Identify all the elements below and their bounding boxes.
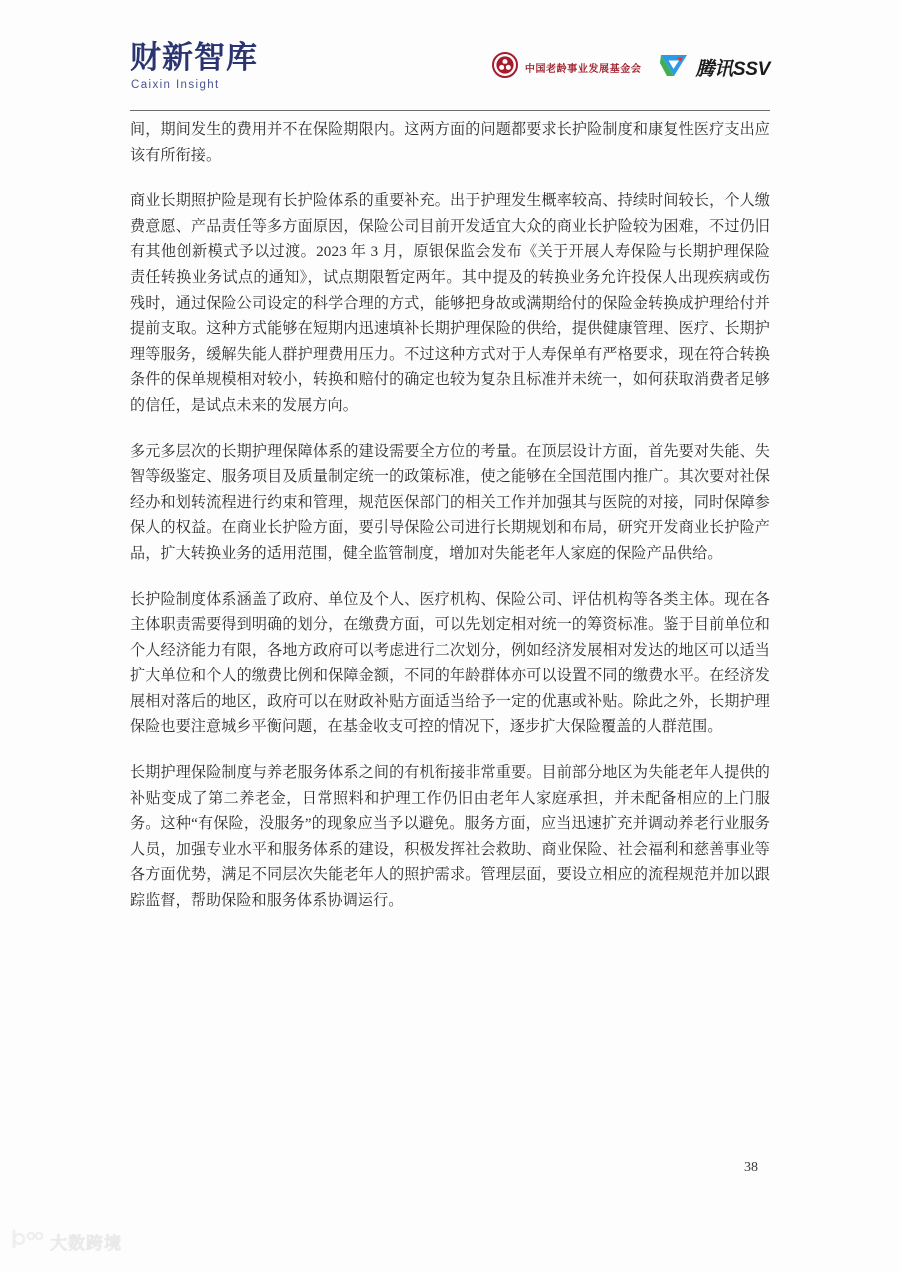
dashu-kuajing-logo-icon	[10, 1228, 44, 1255]
paragraph: 长护险制度体系涵盖了政府、单位及个人、医疗机构、保险公司、评估机构等各类主体。现在各主体职责需要得到明确的划分，在缴费方面，可以先划定相对统一的筹资标准。鉴于目前单位和个人经济能力有限，各地方政府可以考虑进行二次划分，例如经济发展相对发达的地区可以适当扩大单位和个人的缴费比例和保障金额，不同的年龄群体亦可以设置不同的缴费水平。在经济发展相对落后的地区，政府可以在财政补贴方面适当给予一定的优惠或补贴。除此之外，长期护理保险也要注意城乡平衡问题，在基金收支可控的情况下，逐步扩大保险覆盖的人群范围。	[130, 591, 770, 736]
caixin-insight-logo	[130, 42, 258, 91]
page-number: 38	[744, 1160, 758, 1175]
tencent-ssv-name: 腾讯SSV	[695, 59, 770, 80]
watermark	[10, 1228, 122, 1255]
paragraph: 间，期间发生的费用并不在保险期限内。这两方面的问题都要求长护险制度和康复性医疗支出应该有所衔接。	[130, 122, 770, 164]
document-body	[130, 118, 770, 915]
partner-logos	[492, 52, 770, 83]
paragraph: 长期护理保险制度与养老服务体系之间的有机衔接非常重要。目前部分地区为失能老年人提供的补贴变成了第二养老金，日常照料和护理工作仍旧由老年人家庭承担，并未配备相应的上门服务。这种“有保险，没服务”的现象应当予以避免。服务方面，应当迅速扩充并调动养老行业服务人员，加强专业水平和服务体系的建设，积极发挥社会救助、商业保险、社会福利和慈善事业等各方面优势，满足不同层次失能老年人的照护需求。管理层面，要设立相应的流程规范并加以跟踪监督，帮助保险和服务体系协调运行。	[130, 765, 770, 910]
brand-name-english: Caixin Insight	[131, 78, 220, 91]
foundation-logo	[492, 52, 642, 83]
page-header	[130, 42, 770, 106]
foundation-name: 中国老龄事业发展基金会	[524, 64, 642, 75]
paragraph: 商业长期照护险是现有长护险体系的重要补充。出于护理发生概率较高、持续时间较长，个人缴费意愿、产品责任等多方面原因，保险公司目前开发适宜大众的商业长护险较为困难，不过仍旧有其他创新模式予以过渡。2023 年 3 月，原银保监会发布《关于开展人寿保险与长期护理保险责任转换业务试点的通知》，试点期限暂定两年。其中提及的转换业务允许投保人出现疾病或伤残时，通过保险公司设定的科学合理的方式，能够把身故或满期给付的保险金转换成护理给付并提前支取。这种方式能够在短期内迅速填补长期护理保险的供给，提供健康管理、医疗、长期护理等服务，缓解失能人群护理费用压力。不过这种方式对于人寿保单有严格要求，现在符合转换条件的保单规模相对较小，转换和赔付的确定也较为复杂且标准并未统一，如何获取消费者足够的信任，是试点未来的发展方向。	[130, 193, 770, 414]
header-divider	[130, 110, 770, 111]
watermark-text: 大数跨境	[50, 1234, 122, 1253]
foundation-seal-icon	[492, 52, 518, 83]
paragraph: 多元多层次的长期护理保障体系的建设需要全方位的考量。在顶层设计方面，首先要对失能、失智等级鉴定、服务项目及质量制定统一的政策标准，使之能够在全国范围内推广。其次要对社保经办和划转流程进行约束和管理，规范医保部门的相关工作并加强其与医院的对接，同时保障参保人的权益。在商业长护险方面，要引导保险公司进行长期规划和布局，研究开发商业长护险产品，扩大转换业务的适用范围，健全监管制度，增加对失能老年人家庭的保险产品供给。	[130, 443, 770, 562]
brand-name-chinese: 财新智库	[130, 40, 258, 75]
tencent-ssv-logo-icon	[659, 52, 689, 83]
tencent-ssv-logo	[659, 52, 770, 83]
